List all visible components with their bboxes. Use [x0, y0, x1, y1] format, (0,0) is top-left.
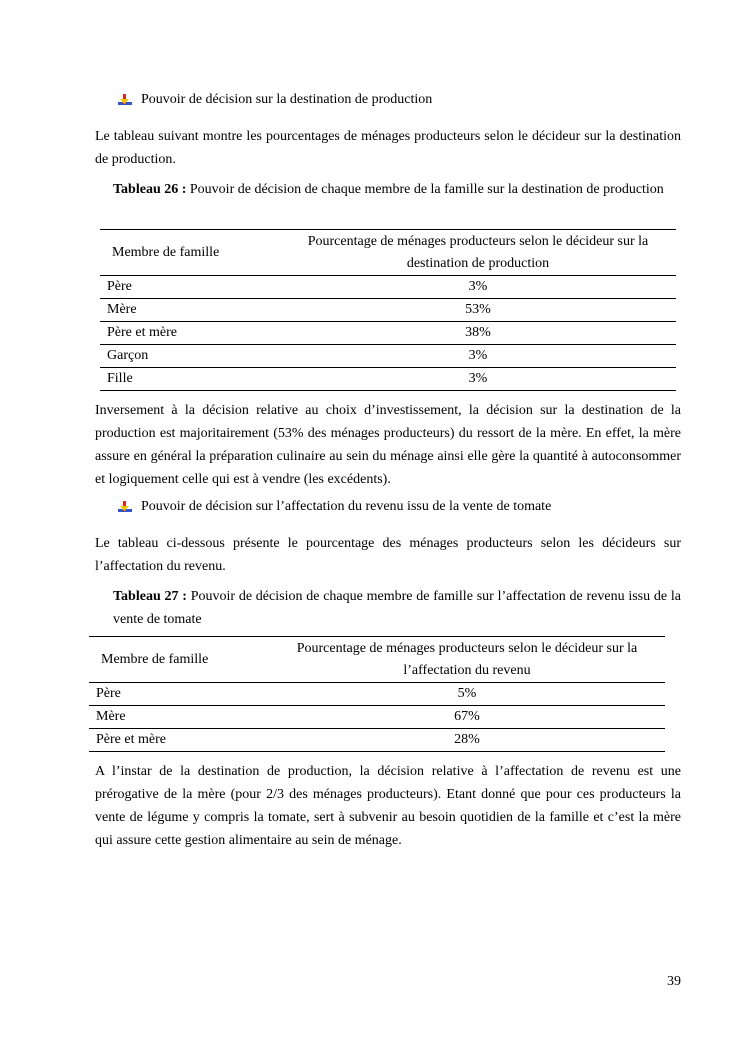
table26-caption [113, 178, 681, 201]
bullet-arrow-icon [118, 500, 132, 514]
row-member: Père [89, 683, 269, 706]
section2-heading-text: Pouvoir de décision sur l’affectation du revenu issu de la vente de tomate [141, 499, 552, 514]
row-member: Père et mère [96, 732, 166, 747]
row-member: Mère [89, 706, 269, 729]
row-member: Mère [100, 299, 280, 322]
column-header-member: Membre de famille [100, 230, 280, 276]
table26-caption-label: Tableau 26 : [113, 182, 187, 197]
table-row [100, 368, 676, 391]
row-member: Père et mère [100, 322, 280, 345]
column-header-member: Membre de famille [89, 637, 269, 683]
table-row [89, 729, 665, 752]
column-header-percentage: Pourcentage de ménages producteurs selon le décideur sur la l’affectation du revenu [269, 637, 665, 683]
row-percentage: 28% [454, 732, 480, 747]
row-percentage: 38% [280, 322, 676, 345]
column-header-percentage: Pourcentage de ménages producteurs selon le décideur sur la destination de production [280, 230, 676, 276]
table-row [100, 345, 676, 368]
row-percentage: 53% [280, 299, 676, 322]
table-header [100, 230, 676, 276]
table-header [89, 637, 665, 683]
section1-conclusion: Inversement à la décision relative au choix d’investissement, la décision sur la destination de la production est majoritairement (53% des ménages producteurs) du ressort de la mère. En effet, la mère assure en général la préparation culinaire au sein du ménage ainsi elle gère la quantité à autoconsommer et logiquement celle qui est à vendre (les excédents). [95, 403, 681, 487]
row-percentage: 5% [269, 683, 665, 706]
section2-heading [118, 499, 551, 515]
table-27 [89, 636, 665, 752]
section2-intro: Le tableau ci-dessous présente le pourcentage des ménages producteurs selon les décideurs sur l’affectation du revenu. [95, 536, 681, 574]
table27-caption [113, 585, 681, 631]
table27-caption-text: Pouvoir de décision de chaque membre de famille sur l’affectation de revenu issu de la vente de tomate [113, 589, 681, 627]
row-member: Garçon [100, 345, 280, 368]
row-percentage: 67% [269, 706, 665, 729]
table26-caption-text: Pouvoir de décision de chaque membre de la famille sur la destination de production [186, 182, 664, 197]
row-member: Père [100, 276, 280, 299]
section1-heading-text: Pouvoir de décision sur la destination de production [141, 92, 433, 107]
table-row [100, 299, 676, 322]
row-percentage: 3% [468, 371, 488, 386]
table-row [100, 322, 676, 345]
page-number: 39 [667, 974, 681, 989]
row-percentage: 3% [280, 276, 676, 299]
table-26 [100, 229, 676, 391]
section2-conclusion: A l’instar de la destination de production, la décision relative à l’affectation de revenu est une prérogative de la mère (pour 2/3 des ménages producteurs). Etant donné que pour ces producteurs la vente de légume y compris la tomate, sert à subvenir au besoin quotidien de la famille et c’est la mère qui assure cette gestion alimentaire au sein de ménage. [95, 764, 681, 848]
section1-intro: Le tableau suivant montre les pourcentages de ménages producteurs selon le décideur sur la destination de production. [95, 129, 681, 167]
table-row [89, 706, 665, 729]
bullet-arrow-icon [118, 93, 132, 107]
row-percentage: 3% [280, 345, 676, 368]
section1-heading [118, 92, 432, 108]
table-row [100, 276, 676, 299]
row-member: Fille [107, 371, 133, 386]
table-row [89, 683, 665, 706]
table27-caption-label: Tableau 27 : [113, 589, 187, 604]
